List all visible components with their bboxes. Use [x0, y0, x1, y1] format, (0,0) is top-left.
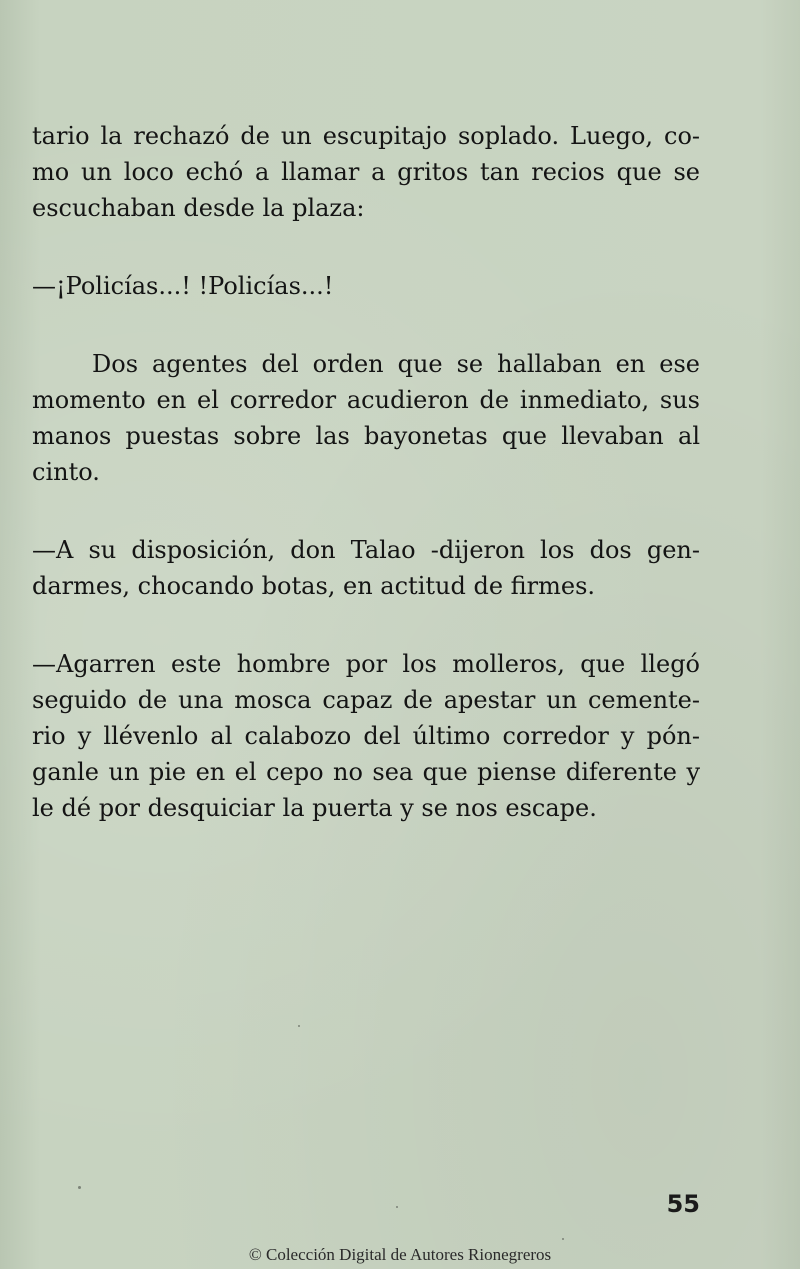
paragraph-5: [32, 646, 700, 826]
page-number: 55: [666, 1190, 700, 1218]
text-line: —¡Policías...! !Policías...!: [32, 272, 334, 300]
paragraph-1: [32, 118, 700, 226]
text-line: cinto.: [32, 458, 100, 486]
text-line: tario la rechazó de un escupitajo soplado. Luego, co-: [32, 122, 700, 150]
text-line: escuchaban desde la plaza:: [32, 194, 365, 222]
text-line: manos puestas sobre las bayonetas que llevaban al: [32, 422, 700, 450]
text-line: ganle un pie en el cepo no sea que piense diferente y: [32, 758, 700, 786]
text-line: momento en el corredor acudieron de inmediato, sus: [32, 386, 700, 414]
paragraph-gap: [32, 604, 700, 646]
paper-speck: [78, 1186, 81, 1189]
paragraph-gap: [32, 490, 700, 532]
text-line: darmes, chocando botas, en actitud de firmes.: [32, 572, 596, 600]
copyright-footer: © Colección Digital de Autores Rionegreros: [248, 1245, 552, 1264]
paragraph-gap: [32, 226, 700, 268]
text-line: mo un loco echó a llamar a gritos tan recios que se: [32, 158, 700, 186]
text-line: —Agarren este hombre por los molleros, que llegó: [32, 650, 700, 678]
paragraph-3: [32, 346, 700, 490]
text-line: le dé por desquiciar la puerta y se nos escape.: [32, 794, 597, 822]
text-line: —A su disposición, don Talao -dijeron los dos gen-: [32, 536, 700, 564]
text-line: rio y llévenlo al calabozo del último corredor y pón-: [32, 722, 700, 750]
paragraph-4: [32, 532, 700, 604]
text-line: Dos agentes del orden que se hallaban en ese: [92, 350, 700, 378]
paper-speck: [396, 1206, 398, 1208]
text-line: seguido de una mosca capaz de apestar un cemente-: [32, 686, 700, 714]
paper-speck: [562, 1238, 564, 1240]
paragraph-2: [32, 268, 700, 304]
paper-speck: [298, 1025, 300, 1027]
body-text: [32, 118, 700, 826]
paragraph-gap: [32, 304, 700, 346]
